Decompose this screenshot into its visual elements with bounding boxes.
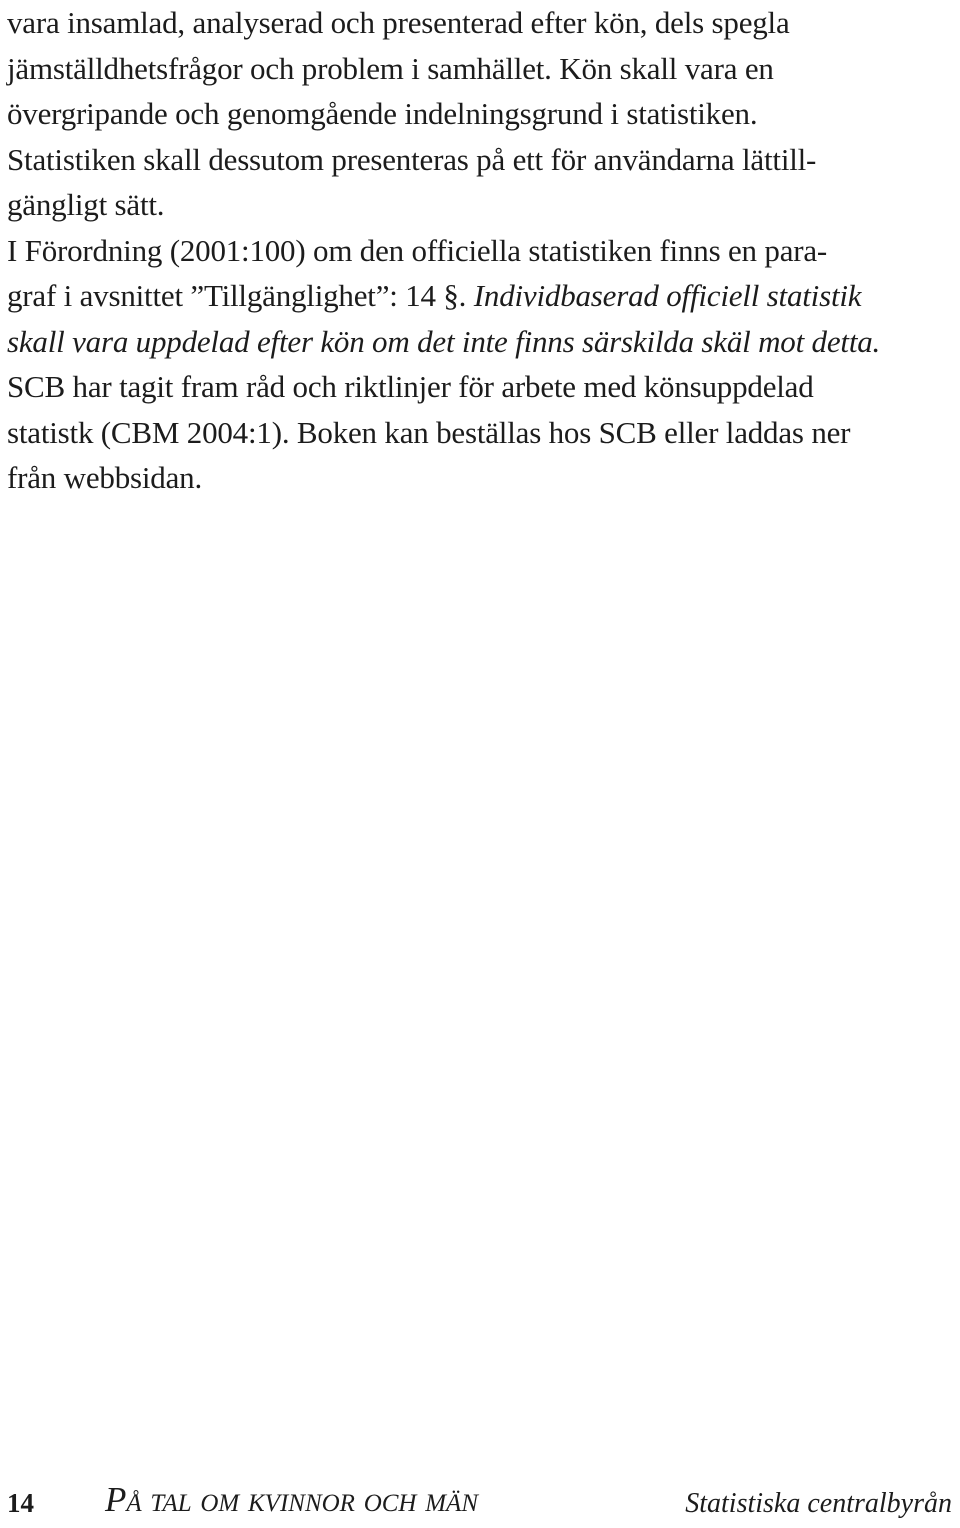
paragraph-scb-guidelines: [7, 364, 953, 501]
text-line: Statistiken skall dessutom presenteras på ett för användarna lättill-: [7, 141, 817, 177]
paragraph-ordinance: [7, 228, 953, 365]
text-line: I Förordning (2001:100) om den officiella statistiken finns en para-: [7, 232, 828, 268]
page-number: 14: [7, 1488, 34, 1518]
text-line: SCB har tagit fram råd och riktlinjer för arbete med könsuppdelad: [7, 369, 814, 404]
page-footer: [0, 1478, 960, 1528]
text-line: övergripande och genomgående indelningsgrund i statistiken.: [7, 96, 758, 131]
text-line: jämställdhetsfrågor och problem i samhället. Kön skall vara en: [7, 50, 774, 86]
paragraph-gender-statistics: [7, 0, 953, 228]
text-line: gängligt sätt.: [7, 187, 165, 222]
page-body: [7, 0, 953, 501]
text-run: graf i avsnittet ”Tillgänglighet”: 14 §.: [7, 278, 474, 313]
publication-title: På tal om kvinnor och män: [105, 1480, 479, 1519]
text-line: från webbsidan.: [7, 460, 202, 495]
italic-quote: Individbaserad officiell statistik: [473, 278, 862, 313]
italic-quote: skall vara uppdelad efter kön om det inte finns särskilda skäl mot detta.: [7, 323, 881, 359]
publisher-name: Statistiska centralbyrån: [685, 1488, 952, 1519]
text-line: statistk (CBM 2004:1). Boken kan beställas hos SCB eller laddas ner: [7, 414, 851, 450]
text-line: [7, 273, 953, 319]
text-line: vara insamlad, analyserad och presenterad efter kön, dels spegla: [7, 5, 790, 40]
